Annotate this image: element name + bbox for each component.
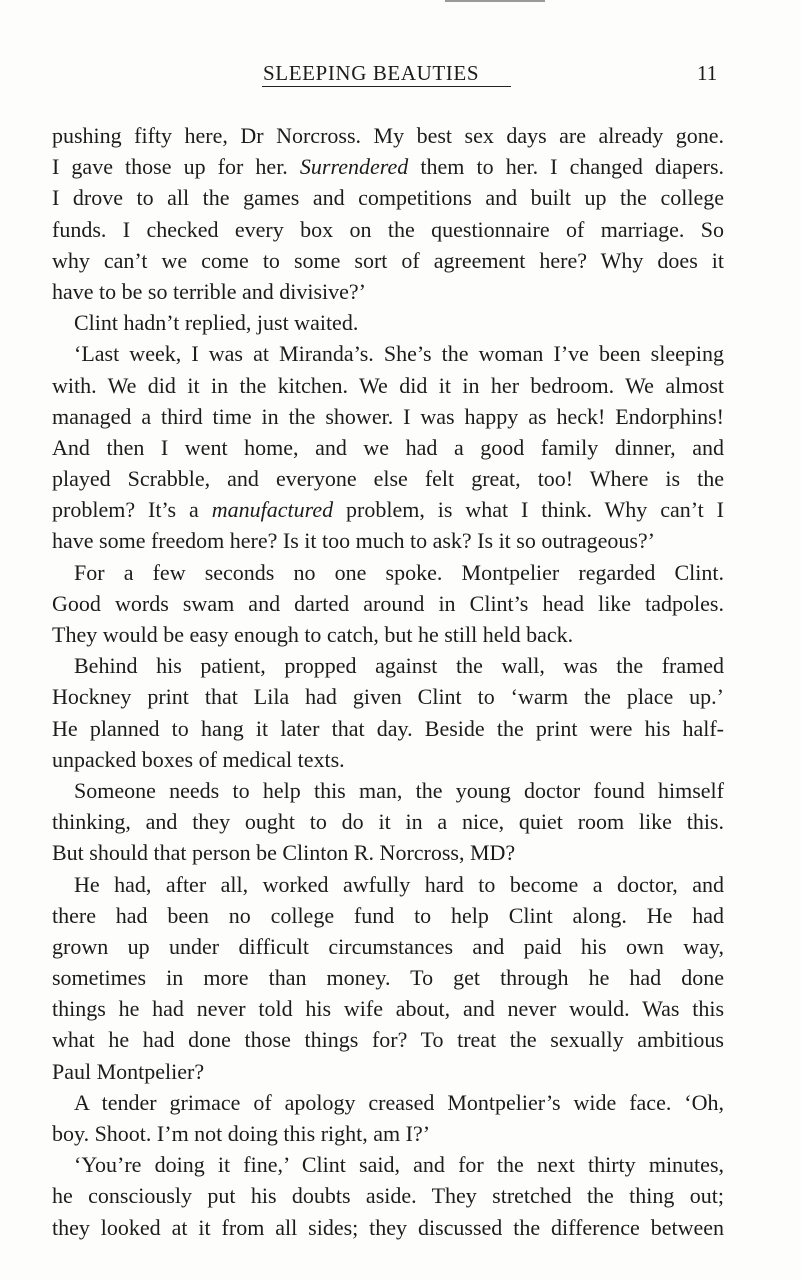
running-head-title: SLEEPING BEAUTIES (263, 61, 480, 85)
text-line: sometimes in more than money. To get through he had done (52, 965, 724, 991)
text-line: They would be easy enough to catch, but he still held back. (52, 622, 574, 647)
text-line: why can’t we come to some sort of agreement here? Why does it (52, 247, 724, 273)
text-line: things he had never told his wife about, and never would. Was this (52, 996, 724, 1022)
text-line: with. We did it in the kitchen. We did it in her bedroom. We almost (52, 372, 724, 398)
text-line: he consciously put his doubts aside. They stretched the thing out; (52, 1183, 724, 1209)
paragraph-first-line: ‘Last week, I was at Miranda’s. She’s the woman I’ve been sleeping (74, 341, 724, 367)
text-line: have some freedom here? Is it too much to ask? Is it so outrageous?’ (52, 528, 655, 554)
text-line: I drove to all the games and competitions and built up the college (52, 185, 724, 211)
paragraph-first-line: A tender grimace of apology creased Montpelier’s wide face. ‘Oh, (74, 1089, 724, 1115)
text-line: grown up under difficult circumstances and paid his own way, (52, 933, 724, 959)
paragraph-first-line: Behind his patient, propped against the wall, was the framed (74, 653, 724, 679)
paragraph-first-line: He had, after all, worked awfully hard to become a doctor, and (74, 871, 724, 897)
text-line: played Scrabble, and everyone else felt great, too! Where is the (52, 466, 724, 492)
paragraph-first-line: Clint hadn’t replied, just waited. (74, 310, 359, 336)
text-line: have to be so terrible and divisive?’ (52, 278, 367, 304)
paragraph-first-line: ‘You’re doing it fine,’ Clint said, and for the next thirty minutes, (74, 1152, 724, 1178)
text-line: problem? It’s a manufactured problem, is what I think. Why can’t I (52, 497, 724, 523)
text-line: pushing fifty here, Dr Norcross. My best sex days are already gone. (52, 123, 724, 148)
text-line: I gave those up for her. Surrendered them to her. I changed diapers. (52, 154, 724, 180)
paragraph-first-line: Someone needs to help this man, the young doctor found himself (74, 777, 724, 803)
text-line: there had been no college fund to help Clint along. He had (52, 902, 724, 928)
text-line: Good words swam and darted around in Clint’s head like tadpoles. (52, 590, 724, 616)
text-line: He planned to hang it later that day. Beside the print were his half- (52, 715, 724, 741)
text-line: managed a third time in the shower. I was happy as heck! Endorphins! (52, 403, 724, 429)
page-number: 11 (697, 61, 718, 85)
text-line: what he had done those things for? To treat the sexually ambitious (52, 1027, 724, 1053)
text-line: funds. I checked every box on the questionnaire of marriage. So (52, 216, 724, 242)
text-line: boy. Shoot. I’m not doing this right, am I?’ (52, 1121, 431, 1146)
text-line: Paul Montpelier? (52, 1058, 205, 1084)
text-line: Hockney print that Lila had given Clint to ‘warm the place up.’ (52, 684, 724, 710)
paragraph-first-line: For a few seconds no one spoke. Montpelier regarded Clint. (74, 559, 724, 585)
text-line: But should that person be Clinton R. Norcross, MD? (52, 840, 516, 866)
text-line: thinking, and they ought to do it in a nice, quiet room like this. (52, 809, 724, 835)
running-head-underline (262, 86, 511, 87)
top-edge-mark (445, 0, 545, 2)
text-line: they looked at it from all sides; they discussed the difference between (52, 1214, 724, 1240)
text-line: And then I went home, and we had a good family dinner, and (52, 434, 724, 460)
text-line: unpacked boxes of medical texts. (52, 746, 345, 772)
body-text (52, 120, 724, 1243)
